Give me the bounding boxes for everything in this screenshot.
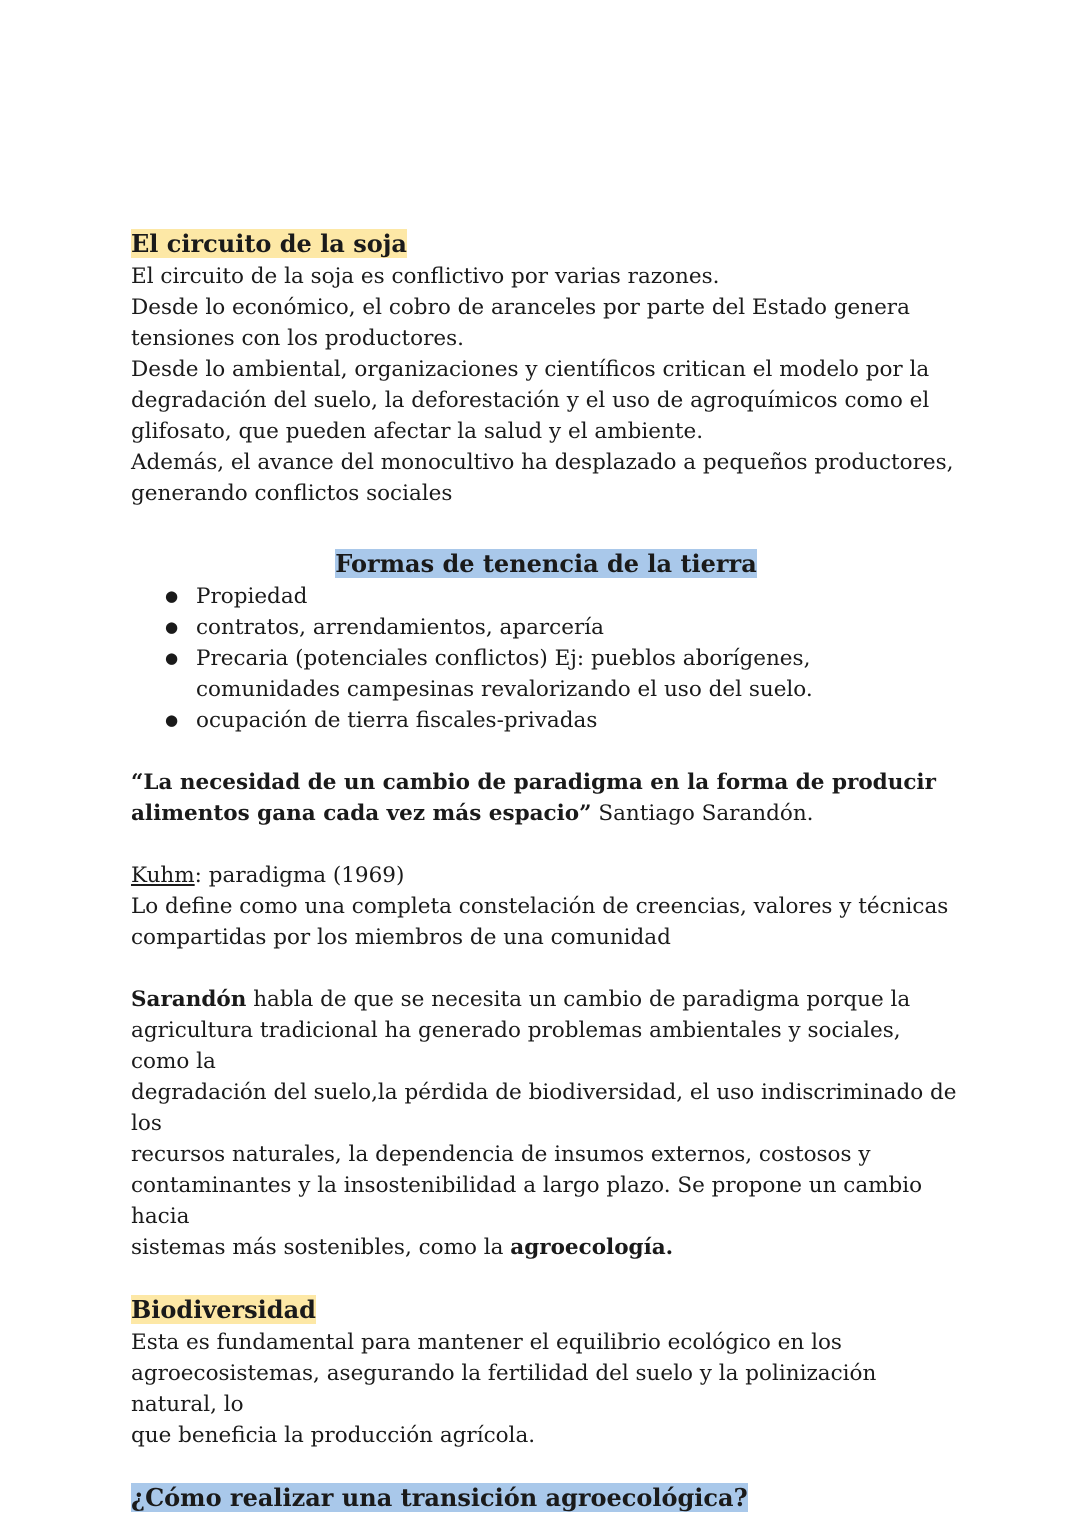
paragraph-line: Lo define como una completa constelación de creencias, valores y técnicas bbox=[131, 894, 949, 919]
list-item: ● contratos, arrendamientos, aparcería bbox=[196, 612, 961, 643]
paragraph-line: Desde lo económico, el cobro de aranceles por parte del Estado genera bbox=[131, 295, 910, 320]
paragraph-line: glifosato, que pueden afectar la salud y el ambiente. bbox=[131, 419, 704, 444]
paragraph-line: degradación del suelo,la pérdida de biodiversidad, el uso indiscriminado de los bbox=[131, 1080, 957, 1136]
paragraph-line: El circuito de la soja es conflictivo por varias razones. bbox=[131, 264, 720, 289]
list-item: ● Propiedad bbox=[196, 581, 961, 612]
quote-author: Santiago Sarandón. bbox=[591, 801, 814, 826]
section-biodiversidad-heading: Biodiversidad bbox=[131, 1295, 316, 1324]
tenencia-list bbox=[131, 581, 961, 736]
paragraph-line: agricultura tradicional ha generado problemas ambientales y sociales, como la bbox=[131, 1018, 901, 1074]
quote-line: “La necesidad de un cambio de paradigma en la forma de producir bbox=[131, 770, 936, 795]
sarandon-name: Sarandón bbox=[131, 987, 247, 1012]
paragraph-line: sistemas más sostenibles, como la agroecología. bbox=[131, 1235, 674, 1260]
document-page bbox=[131, 228, 961, 1515]
list-item: ● ocupación de tierra fiscales-privadas bbox=[196, 705, 961, 736]
paragraph-line: agroecosistemas, asegurando la fertilidad del suelo y la polinización natural, lo bbox=[131, 1361, 877, 1417]
paragraph-line: tensiones con los productores. bbox=[131, 326, 464, 351]
paragraph-line: recursos naturales, la dependencia de insumos externos, costosos y bbox=[131, 1142, 871, 1167]
paragraph-line: contaminantes y la insostenibilidad a largo plazo. Se propone un cambio hacia bbox=[131, 1173, 923, 1229]
kuhm-name: Kuhm bbox=[131, 863, 195, 888]
paragraph-line: que beneficia la producción agrícola. bbox=[131, 1423, 536, 1448]
paragraph-line: Además, el avance del monocultivo ha desplazado a pequeños productores, bbox=[131, 450, 954, 475]
section-soja-heading: El circuito de la soja bbox=[131, 229, 407, 258]
kuhm-heading: Kuhm: paradigma (1969) bbox=[131, 863, 405, 888]
paragraph-line: Esta es fundamental para mantener el equilibrio ecológico en los bbox=[131, 1330, 842, 1355]
paragraph-line: Desde lo ambiental, organizaciones y científicos critican el modelo por la bbox=[131, 357, 930, 382]
paragraph-line: Sarandón habla de que se necesita un cambio de paradigma porque la bbox=[131, 987, 911, 1012]
list-item: ● Precaria (potenciales conflictos) Ej: pueblos aborígenes, comunidades campesinas revalorizando el uso del suelo. bbox=[196, 643, 961, 705]
section-tenencia-heading: Formas de tenencia de la tierra bbox=[335, 549, 757, 578]
paragraph-line: generando conflictos sociales bbox=[131, 481, 453, 506]
paragraph-line: degradación del suelo, la deforestación y el uso de agroquímicos como el bbox=[131, 388, 930, 413]
quote-line: alimentos gana cada vez más espacio” Santiago Sarandón. bbox=[131, 801, 814, 826]
section-transicion-heading: ¿Cómo realizar una transición agroecológica? bbox=[131, 1483, 748, 1512]
paragraph-line: compartidas por los miembros de una comunidad bbox=[131, 925, 671, 950]
